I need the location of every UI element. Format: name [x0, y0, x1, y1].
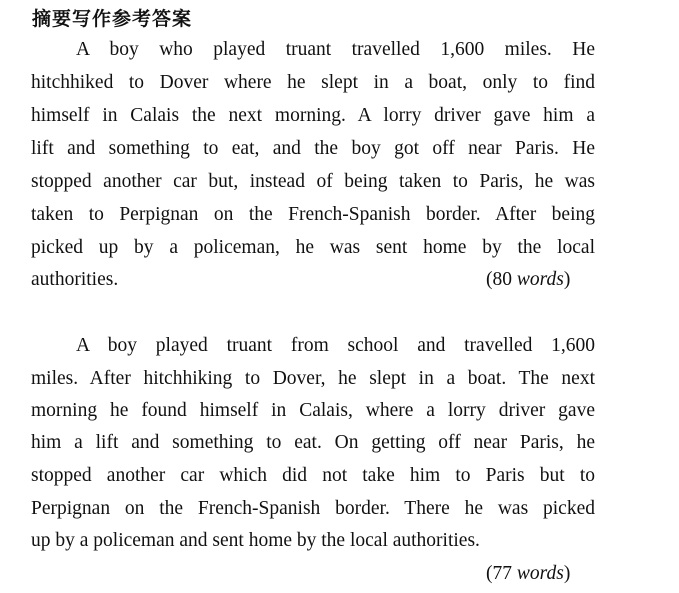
word-count-open-paren: (	[486, 269, 493, 290]
answer-1-line: lift and something to eat, and the boy got off near Paris. He	[31, 138, 595, 159]
word-count-unit: words	[516, 563, 564, 584]
answer-1-line: taken to Perpignan on the French-Spanish border. After being	[31, 204, 595, 225]
answer-1-word-count	[486, 267, 570, 293]
word-count-number: 80	[492, 269, 512, 290]
word-count-number: 77	[492, 563, 512, 584]
answer-2-word-count	[486, 561, 570, 587]
word-count-close-paren: )	[563, 563, 571, 584]
answer-1-line: himself in Calais the next morning. A lorry driver gave him a	[31, 105, 595, 126]
answer-2-line: stopped another car which did not take him to Paris but to	[31, 465, 595, 486]
word-count-open-paren: (	[486, 563, 493, 584]
answer-2-line: miles. After hitchhiking to Dover, he slept in a boat. The next	[31, 368, 595, 389]
answer-1-line: A boy who played truant travelled 1,600 miles. He	[76, 39, 595, 60]
answer-1-line: authorities.	[31, 269, 119, 290]
answer-2-line: Perpignan on the French-Spanish border. There he was picked	[31, 498, 595, 519]
answer-2-line: morning he found himself in Calais, where a lorry driver gave	[31, 400, 595, 421]
answer-1-line: stopped another car but, instead of being taken to Paris, he was	[31, 171, 595, 192]
word-count-close-paren: )	[563, 269, 571, 290]
answer-2-line: up by a policeman and sent home by the local authorities.	[31, 530, 480, 551]
word-count-unit: words	[516, 269, 564, 290]
answer-2-line: A boy played truant from school and travelled 1,600	[76, 335, 595, 356]
section-heading: 摘要写作参考答案	[32, 8, 193, 30]
answer-2-line: him a lift and something to eat. On getting off near Paris, he	[31, 432, 595, 453]
answer-1-line: picked up by a policeman, he was sent home by the local	[31, 237, 595, 258]
answer-1-line: hitchhiked to Dover where he slept in a boat, only to find	[31, 72, 595, 93]
